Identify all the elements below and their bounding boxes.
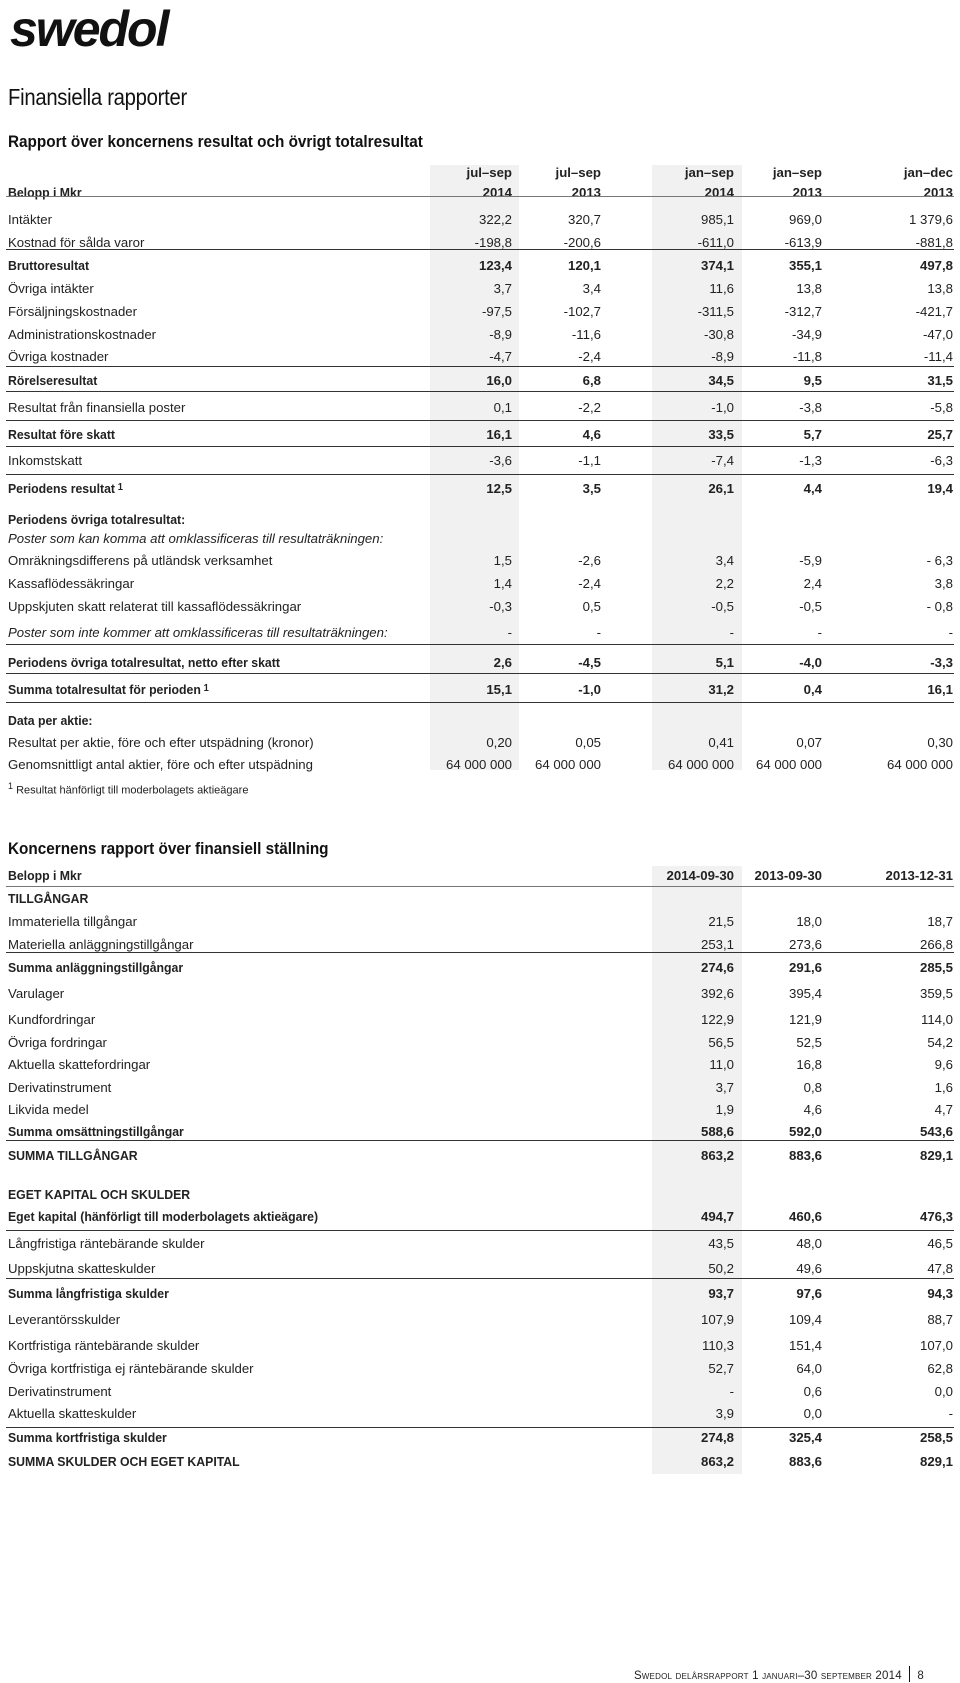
- row-label-text: Resultat från finansiella poster: [8, 400, 186, 415]
- cell-value: 11,6: [709, 281, 734, 296]
- cell-value: 56,5: [708, 1035, 734, 1050]
- cell-value: 0,05: [575, 735, 601, 750]
- cell-value: 4,6: [582, 427, 601, 442]
- cell-value: 0,5: [582, 599, 601, 614]
- cell-value: 13,8: [796, 281, 822, 296]
- cell-value: -8,9: [711, 349, 734, 364]
- row-label: Materiella anläggningstillgångar: [8, 937, 194, 952]
- cell-value: 62,8: [927, 1361, 953, 1376]
- row-label: Summa kortfristiga skulder: [8, 1430, 167, 1445]
- column-year-label: 2014: [704, 185, 734, 200]
- column-date-label: 2014-09-30: [666, 868, 734, 883]
- cell-value: 64 000 000: [667, 757, 734, 772]
- row-label: [8, 655, 280, 670]
- cell-value: 285,5: [919, 960, 953, 975]
- cell-value: 52,7: [708, 1361, 734, 1376]
- cell-value: 16,0: [486, 373, 512, 388]
- row-label: Kortfristiga räntebärande skulder: [8, 1338, 200, 1353]
- cell-value: 3,8: [934, 576, 953, 591]
- cell-value: 120,1: [567, 258, 601, 273]
- cell-value: 97,6: [796, 1286, 822, 1301]
- row-label: Summa långfristiga skulder: [8, 1286, 169, 1301]
- cell-value: 1,4: [493, 576, 512, 591]
- cell-value: -2,6: [578, 553, 601, 568]
- row-label: [8, 599, 301, 614]
- row-label: Aktuella skattefordringar: [8, 1057, 151, 1072]
- row-label: Långfristiga räntebärande skulder: [8, 1236, 205, 1251]
- row-label-text: Omräkningsdifferens på utländsk verksamhet: [8, 553, 273, 568]
- cell-value: 1,6: [934, 1080, 953, 1095]
- cell-value: 969,0: [788, 212, 822, 227]
- column-year-label: 2014: [482, 185, 512, 200]
- row-divider: [6, 702, 954, 703]
- row-label-text: Övriga intäkter: [8, 281, 94, 296]
- cell-value: -3,3: [930, 655, 953, 670]
- footnote-mark: 1: [8, 781, 14, 791]
- row-label-text: Uppskjuten skatt relaterat till kassaflödessäkringar: [8, 599, 302, 614]
- cell-value: 359,5: [919, 986, 953, 1001]
- cell-value: 52,5: [796, 1035, 822, 1050]
- cell-value: 64 000 000: [886, 757, 953, 772]
- cell-value: -3,8: [799, 400, 822, 415]
- cell-value: -1,0: [711, 400, 734, 415]
- cell-value: 0,0: [803, 1406, 822, 1421]
- cell-value: 94,3: [927, 1286, 953, 1301]
- cell-value: -2,4: [578, 576, 601, 591]
- row-label-text: Administrationskostnader: [8, 327, 157, 342]
- row-divider: [6, 673, 954, 674]
- cell-value: 46,5: [927, 1236, 953, 1251]
- cell-value: -11,4: [923, 349, 953, 364]
- cell-value: 4,4: [803, 481, 822, 496]
- row-label: Uppskjutna skatteskulder: [8, 1261, 156, 1276]
- cell-value: 0,0: [934, 1384, 953, 1399]
- row-label-text: Periodens övriga totalresultat:: [8, 512, 186, 527]
- cell-value: -1,3: [799, 453, 822, 468]
- footer-text: Swedol delårsrapport 1 januari–30 september 2014: [633, 1670, 902, 1682]
- row-label: Likvida medel: [8, 1102, 89, 1117]
- row-label: [8, 400, 185, 415]
- row-label: Övriga kortfristiga ej räntebärande skulder: [8, 1361, 254, 1376]
- cell-value: 33,5: [708, 427, 734, 442]
- cell-value: 0,07: [796, 735, 822, 750]
- cell-value: -4,0: [799, 655, 822, 670]
- cell-value: 93,7: [708, 1286, 734, 1301]
- cell-value: -1,1: [578, 453, 601, 468]
- cell-value: -30,8: [703, 327, 734, 342]
- row-label: SUMMA SKULDER OCH EGET KAPITAL: [8, 1454, 240, 1469]
- row-label-text: Försäljningskostnader: [8, 304, 138, 319]
- row-label: [8, 512, 185, 527]
- cell-value: 122,9: [700, 1012, 734, 1027]
- cell-value: -: [729, 1384, 734, 1399]
- cell-value: 31,2: [708, 682, 734, 697]
- row-label: [8, 373, 97, 388]
- cell-value: 883,6: [788, 1454, 822, 1469]
- row-label-text: Data per aktie:: [8, 713, 93, 728]
- cell-value: 273,6: [788, 937, 822, 952]
- cell-value: 64 000 000: [534, 757, 601, 772]
- cell-value: 109,4: [788, 1312, 822, 1327]
- cell-value: 31,5: [927, 373, 953, 388]
- column-period-label: jul–sep: [466, 165, 512, 180]
- cell-value: -: [817, 625, 822, 640]
- cell-value: 43,5: [708, 1236, 734, 1251]
- row-label: [8, 682, 209, 697]
- column-year-label: 2013: [792, 185, 822, 200]
- row-label: [8, 235, 144, 250]
- cell-value: 829,1: [919, 1454, 953, 1469]
- cell-value: 3,7: [493, 281, 512, 296]
- cell-value: -: [948, 625, 953, 640]
- cell-value: -4,7: [489, 349, 512, 364]
- cell-value: 18,7: [927, 914, 953, 929]
- column-year-label: 2013: [571, 185, 601, 200]
- cell-value: 50,2: [708, 1261, 734, 1276]
- cell-value: 497,8: [919, 258, 953, 273]
- cell-value: -4,5: [578, 655, 601, 670]
- unit-label: Belopp i Mkr: [8, 185, 82, 200]
- cell-value: 5,7: [803, 427, 822, 442]
- row-divider: [6, 249, 954, 250]
- income-footnote: [8, 781, 248, 797]
- cell-value: -6,3: [930, 453, 953, 468]
- cell-value: 320,7: [567, 212, 601, 227]
- cell-value: 274,6: [700, 960, 734, 975]
- cell-value: 291,6: [788, 960, 822, 975]
- cell-value: 0,20: [486, 735, 512, 750]
- cell-value: 0,6: [803, 1384, 822, 1399]
- row-divider: [6, 1278, 954, 1279]
- row-label: [8, 757, 313, 772]
- row-label: [8, 304, 137, 319]
- cell-value: -3,6: [489, 453, 512, 468]
- row-label: Immateriella tillgångar: [8, 914, 137, 929]
- cell-value: 5,1: [715, 655, 734, 670]
- row-label: [8, 427, 115, 442]
- cell-value: 494,7: [700, 1209, 734, 1224]
- row-label: EGET KAPITAL OCH SKULDER: [8, 1187, 191, 1202]
- row-label: TILLGÅNGAR: [8, 891, 89, 906]
- cell-value: 26,1: [708, 481, 734, 496]
- cell-value: 4,7: [934, 1102, 953, 1117]
- row-label: [8, 735, 314, 750]
- cell-value: 121,9: [788, 1012, 822, 1027]
- cell-value: 0,1: [493, 400, 512, 415]
- cell-value: -200,6: [563, 235, 601, 250]
- row-label: [8, 281, 94, 296]
- cell-value: 19,4: [927, 481, 953, 496]
- row-label-text: Intäkter: [8, 212, 52, 227]
- cell-value: -5,8: [930, 400, 953, 415]
- row-label-text: Resultat före skatt: [8, 427, 116, 442]
- cell-value: 114,0: [920, 1012, 953, 1027]
- cell-value: -881,8: [915, 235, 953, 250]
- footer-separator: [909, 1666, 911, 1682]
- cell-value: 588,6: [700, 1124, 734, 1139]
- cell-value: 12,5: [486, 481, 512, 496]
- cell-value: 863,2: [700, 1454, 734, 1469]
- row-divider: [6, 196, 954, 197]
- page-footer: [634, 1666, 924, 1682]
- cell-value: 47,8: [927, 1261, 953, 1276]
- cell-value: -2,2: [578, 400, 601, 415]
- cell-value: -97,5: [481, 304, 512, 319]
- cell-value: 25,7: [927, 427, 953, 442]
- cell-value: 253,1: [700, 937, 734, 952]
- cell-value: 15,1: [486, 682, 512, 697]
- row-label-text: Genomsnittligt antal aktier, före och efter utspädning: [8, 757, 313, 772]
- row-label-text: Periodens resultat: [8, 481, 116, 496]
- row-label: Summa omsättningstillgångar: [8, 1124, 184, 1139]
- income-statement-title: Rapport över koncernens resultat och övrigt totalresultat: [8, 132, 423, 151]
- cell-value: -613,9: [784, 235, 822, 250]
- row-label: Aktuella skatteskulder: [8, 1406, 137, 1421]
- cell-value: 274,8: [700, 1430, 734, 1445]
- page-number: 8: [917, 1670, 924, 1682]
- cell-value: - 6,3: [926, 553, 953, 568]
- cell-value: 13,8: [927, 281, 953, 296]
- column-date-label: 2013-12-31: [885, 868, 953, 883]
- cell-value: -1,0: [578, 682, 601, 697]
- cell-value: 3,5: [582, 481, 601, 496]
- cell-value: -11,8: [792, 349, 822, 364]
- cell-value: 2,2: [715, 576, 734, 591]
- row-label: Derivatinstrument: [8, 1384, 112, 1399]
- cell-value: 107,0: [919, 1338, 953, 1353]
- cell-value: 322,2: [478, 212, 512, 227]
- row-label: Övriga fordringar: [8, 1035, 107, 1050]
- column-period-label: jan–dec: [903, 165, 953, 180]
- row-label-text: Rörelseresultat: [8, 373, 98, 388]
- cell-value: 3,4: [582, 281, 601, 296]
- cell-value: 985,1: [700, 212, 734, 227]
- cell-value: 883,6: [788, 1148, 822, 1163]
- row-divider: [6, 1140, 954, 1141]
- row-label: Kundfordringar: [8, 1012, 96, 1027]
- cell-value: 2,6: [493, 655, 512, 670]
- cell-value: 107,9: [700, 1312, 734, 1327]
- row-label-text: Periodens övriga totalresultat, netto efter skatt: [8, 655, 280, 670]
- row-label: [8, 453, 82, 468]
- cell-value: 325,4: [788, 1430, 822, 1445]
- row-divider: [6, 446, 954, 447]
- cell-value: -198,8: [474, 235, 512, 250]
- row-label: [8, 349, 108, 364]
- cell-value: -34,9: [791, 327, 822, 342]
- row-label: [8, 553, 272, 568]
- column-period-label: jul–sep: [555, 165, 601, 180]
- cell-value: 64 000 000: [755, 757, 822, 772]
- cell-value: -: [948, 1406, 953, 1421]
- cell-value: 88,7: [927, 1312, 953, 1327]
- cell-value: 11,0: [709, 1057, 734, 1072]
- cell-value: -611,0: [697, 235, 734, 250]
- cell-value: 16,1: [486, 427, 512, 442]
- row-label: Derivatinstrument: [8, 1080, 112, 1095]
- row-divider: [6, 1230, 954, 1231]
- row-label: [8, 327, 156, 342]
- cell-value: 0,4: [803, 682, 822, 697]
- cell-value: 829,1: [919, 1148, 953, 1163]
- cell-value: -312,7: [784, 304, 822, 319]
- cell-value: 123,4: [478, 258, 512, 273]
- column-date-label: 2013-09-30: [754, 868, 822, 883]
- column-period-label: jan–sep: [772, 165, 822, 180]
- cell-value: -47,0: [922, 327, 953, 342]
- cell-value: 592,0: [788, 1124, 822, 1139]
- row-label: Summa anläggningstillgångar: [8, 960, 184, 975]
- swedol-logo: [8, 4, 223, 52]
- footnote-reference: 1: [117, 482, 123, 493]
- cell-value: 0,30: [927, 735, 953, 750]
- cell-value: 258,5: [919, 1430, 953, 1445]
- cell-value: 1 379,6: [909, 212, 953, 227]
- cell-value: 460,6: [788, 1209, 822, 1224]
- cell-value: 16,1: [927, 682, 953, 697]
- cell-value: 355,1: [788, 258, 822, 273]
- cell-value: 1,5: [493, 553, 512, 568]
- row-label: [8, 481, 123, 496]
- cell-value: 49,6: [796, 1261, 822, 1276]
- row-label: [8, 258, 89, 273]
- row-label: [8, 576, 134, 591]
- cell-value: 863,2: [700, 1148, 734, 1163]
- row-label-text: Poster som kan komma att omklassificeras till resultaträkningen:: [8, 531, 384, 546]
- row-divider: [6, 886, 954, 887]
- cell-value: -0,5: [711, 599, 734, 614]
- cell-value: 0,8: [803, 1080, 822, 1095]
- row-label: Leverantörsskulder: [8, 1312, 121, 1327]
- row-label-text: Summa totalresultat för perioden: [8, 682, 201, 697]
- cell-value: 395,4: [788, 986, 822, 1001]
- cell-value: 3,4: [715, 553, 734, 568]
- cell-value: 392,6: [700, 986, 734, 1001]
- column-period-label: jan–sep: [684, 165, 734, 180]
- cell-value: -421,7: [915, 304, 953, 319]
- cell-value: 3,7: [715, 1080, 734, 1095]
- cell-value: 6,8: [582, 373, 601, 388]
- row-label: [8, 212, 52, 227]
- cell-value: -5,9: [799, 553, 822, 568]
- cell-value: 0,41: [708, 735, 734, 750]
- row-label-text: Inkomstskatt: [8, 453, 83, 468]
- cell-value: - 0,8: [926, 599, 953, 614]
- cell-value: 9,5: [803, 373, 822, 388]
- row-label-text: Bruttoresultat: [8, 258, 90, 273]
- cell-value: -7,4: [711, 453, 734, 468]
- cell-value: -0,5: [799, 599, 822, 614]
- row-divider: [6, 391, 954, 392]
- row-divider: [6, 644, 954, 645]
- cell-value: 64 000 000: [445, 757, 512, 772]
- row-divider: [6, 366, 954, 367]
- cell-value: -311,5: [697, 304, 734, 319]
- cell-value: 266,8: [919, 937, 953, 952]
- cell-value: 9,6: [934, 1057, 953, 1072]
- cell-value: 2,4: [803, 576, 822, 591]
- cell-value: -: [729, 625, 734, 640]
- cell-value: -: [507, 625, 512, 640]
- row-label-text: Övriga kostnader: [8, 349, 109, 364]
- cell-value: -102,7: [563, 304, 601, 319]
- cell-value: 48,0: [796, 1236, 822, 1251]
- cell-value: 54,2: [927, 1035, 953, 1050]
- row-divider: [6, 474, 954, 475]
- row-label-text: Kostnad för sålda varor: [8, 235, 145, 250]
- cell-value: 476,3: [919, 1209, 953, 1224]
- row-divider: [6, 952, 954, 953]
- row-label: SUMMA TILLGÅNGAR: [8, 1148, 138, 1163]
- cell-value: -: [596, 625, 601, 640]
- row-label: [8, 531, 383, 546]
- balance-sheet-title: Koncernens rapport över finansiell ställning: [8, 839, 329, 858]
- cell-value: 16,8: [796, 1057, 822, 1072]
- page-title: Finansiella rapporter: [8, 84, 187, 110]
- row-label-text: Resultat per aktie, före och efter utspädning (kronor): [8, 735, 314, 750]
- cell-value: -11,6: [571, 327, 601, 342]
- balance-shaded-column: [652, 866, 742, 1474]
- footnote-reference: 1: [203, 683, 209, 694]
- cell-value: 34,5: [708, 373, 734, 388]
- cell-value: 4,6: [803, 1102, 822, 1117]
- logo-text: swedol: [10, 4, 168, 52]
- cell-value: 3,9: [715, 1406, 734, 1421]
- footnote-text: Resultat hänförligt till moderbolagets aktieägare: [16, 784, 249, 797]
- row-divider: [6, 420, 954, 421]
- row-label: [8, 713, 93, 728]
- cell-value: 110,3: [701, 1338, 734, 1353]
- cell-value: 64,0: [796, 1361, 822, 1376]
- cell-value: -0,3: [489, 599, 512, 614]
- cell-value: 18,0: [796, 914, 822, 929]
- row-label-text: Poster som inte kommer att omklassificeras till resultaträkningen:: [8, 625, 388, 640]
- cell-value: 1,9: [715, 1102, 734, 1117]
- unit-label: Belopp i Mkr: [8, 868, 82, 883]
- column-year-label: 2013: [923, 185, 953, 200]
- row-label: Varulager: [8, 986, 65, 1001]
- row-label-text: Kassaflödessäkringar: [8, 576, 135, 591]
- row-label: Eget kapital (hänförligt till moderbolagets aktieägare): [8, 1209, 319, 1224]
- cell-value: -8,9: [489, 327, 512, 342]
- cell-value: -2,4: [578, 349, 601, 364]
- cell-value: 543,6: [919, 1124, 953, 1139]
- cell-value: 374,1: [700, 258, 734, 273]
- row-divider: [6, 1427, 954, 1428]
- row-label: [8, 625, 388, 640]
- cell-value: 151,4: [788, 1338, 822, 1353]
- cell-value: 21,5: [708, 914, 734, 929]
